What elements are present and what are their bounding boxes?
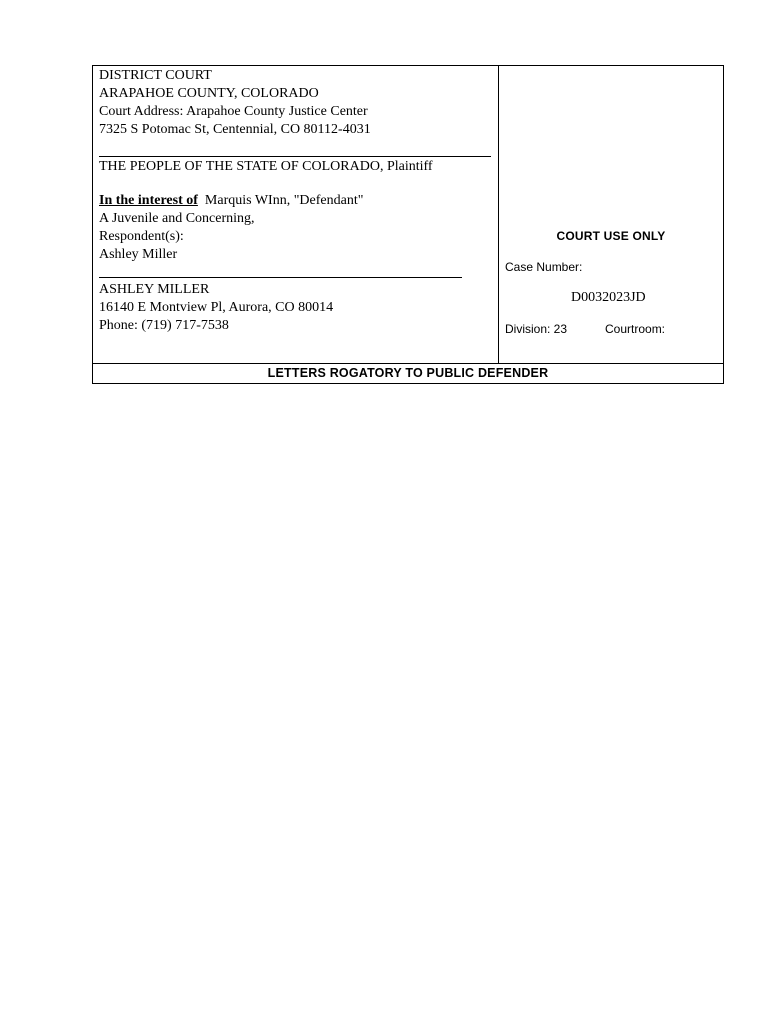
court-use-cell (499, 66, 723, 363)
plaintiff-info (99, 158, 433, 176)
plaintiff-name: THE PEOPLE OF THE STATE OF COLORADO, Plaintiff (99, 159, 433, 174)
interest-line (99, 192, 363, 210)
defendant-name: Marquis WInn, "Defendant" (204, 193, 364, 208)
case-number: D0032023JD (571, 290, 646, 305)
court-address: Court Address: Arapahoe County Justice Center (99, 104, 368, 119)
filer-name: ASHLEY MILLER (99, 282, 210, 297)
document-title: LETTERS ROGATORY TO PUBLIC DEFENDER (93, 363, 723, 383)
interest-label: In the interest of (99, 193, 198, 208)
juvenile-line: A Juvenile and Concerning, (99, 211, 255, 226)
caption-top-row (93, 66, 723, 363)
filer-info (99, 281, 333, 335)
court-county: ARAPAHOE COUNTY, COLORADO (99, 86, 319, 101)
divider-rule (99, 156, 491, 157)
case-caption-table (92, 65, 724, 384)
interest-info (99, 192, 363, 264)
respondent-name: Ashley Miller (99, 247, 178, 262)
court-street: 7325 S Potomac St, Centennial, CO 80112-4031 (99, 122, 371, 137)
division-label: Division: 23 (505, 322, 568, 336)
parties-cell (93, 66, 499, 363)
court-use-label: COURT USE ONLY (556, 229, 666, 243)
respondents-label: Respondent(s): (99, 229, 184, 244)
court-name: DISTRICT COURT (99, 68, 212, 83)
court-info (99, 67, 371, 139)
case-number-label: Case Number: (505, 260, 583, 274)
filer-phone: Phone: (719) 717-7538 (99, 318, 229, 333)
divider-rule (99, 277, 462, 278)
filer-address: 16140 E Montview Pl, Aurora, CO 80014 (99, 300, 334, 315)
courtroom-label: Courtroom: (605, 322, 666, 336)
